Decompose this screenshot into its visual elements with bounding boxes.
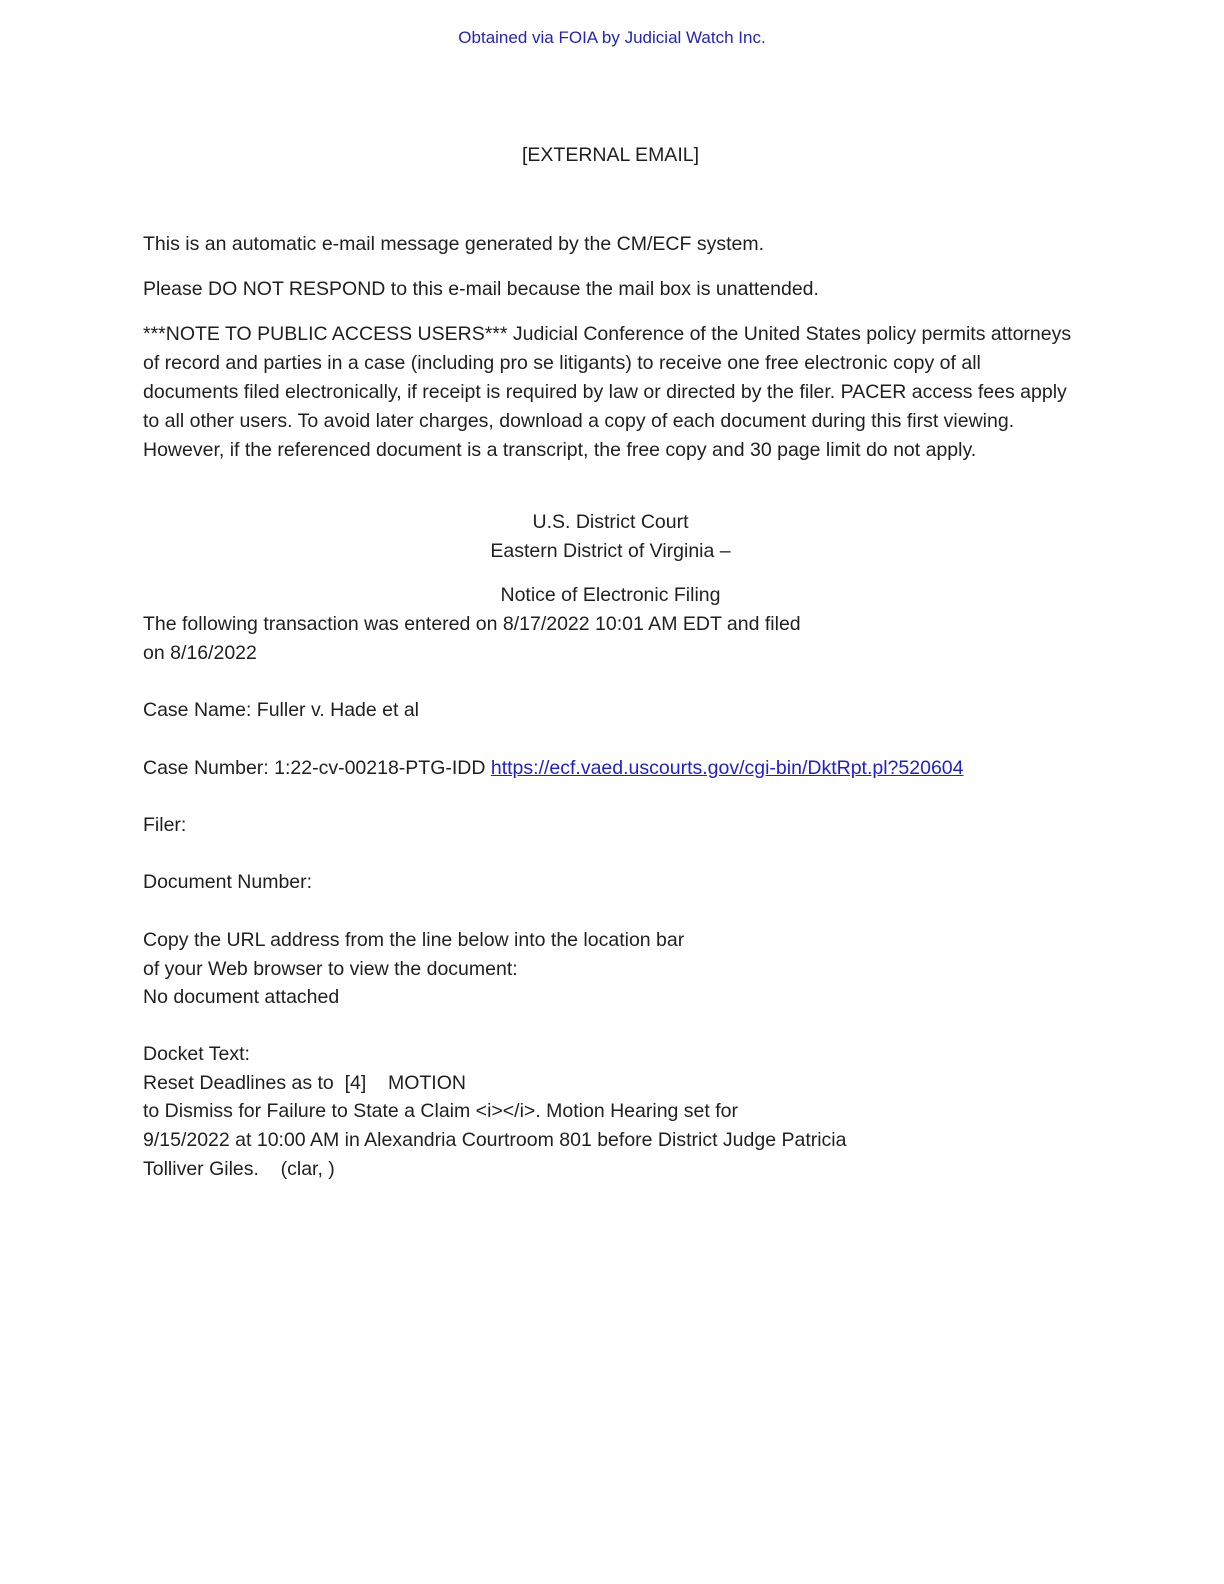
copy-url-line-1: Copy the URL address from the line below into the location bar <box>143 929 685 951</box>
foia-watermark: Obtained via FOIA by Judicial Watch Inc. <box>458 28 766 47</box>
docket-line-1: Reset Deadlines as to [4] MOTION <box>143 1072 466 1094</box>
copy-url-line-2: of your Web browser to view the document: <box>143 958 518 980</box>
external-email-tag: [EXTERNAL EMAIL] <box>522 144 699 166</box>
transaction-line-2: on 8/16/2022 <box>143 642 257 664</box>
docket-line-2: to Dismiss for Failure to State a Claim <i></i>. Motion Hearing set for <box>143 1100 738 1122</box>
do-not-respond-notice: Please DO NOT RESPOND to this e-mail because the mail box is unattended. <box>143 278 819 300</box>
docket-line-3: 9/15/2022 at 10:00 AM in Alexandria Courtroom 801 before District Judge Patricia <box>143 1129 847 1151</box>
transaction-line-1: The following transaction was entered on 8/17/2022 10:01 AM EDT and filed <box>143 613 801 635</box>
document-number-label: Document Number: <box>143 871 313 893</box>
court-name: U.S. District Court <box>532 511 689 533</box>
case-number-line <box>143 754 1078 783</box>
district-name: Eastern District of Virginia – <box>490 540 731 562</box>
docket-report-link[interactable]: https://ecf.vaed.uscourts.gov/cgi-bin/DktRpt.pl?520604 <box>490 757 964 779</box>
notice-title: Notice of Electronic Filing <box>500 584 721 606</box>
docket-text-label: Docket Text: <box>143 1043 250 1065</box>
case-name: Case Name: Fuller v. Hade et al <box>143 699 419 721</box>
docket-line-4: Tolliver Giles. (clar, ) <box>143 1158 335 1180</box>
public-access-note: ***NOTE TO PUBLIC ACCESS USERS*** Judicial Conference of the United States policy permits attorneys of record and parties in a case (including pro se litigants) to receive one free electronic copy of all documents filed electronically, if receipt is required by law or directed by the filer. PACER access fees apply to all other users. To avoid later charges, download a copy of each document during this first viewing. However, if the referenced document is a transcript, the free copy and 30 page limit do not apply. <box>143 323 1072 461</box>
no-document-attached: No document attached <box>143 986 340 1008</box>
case-number-label: Case Number: 1:22-cv-00218-PTG-IDD <box>143 757 491 779</box>
filer-label: Filer: <box>143 814 187 836</box>
auto-message-notice: This is an automatic e-mail message generated by the CM/ECF system. <box>143 233 764 255</box>
